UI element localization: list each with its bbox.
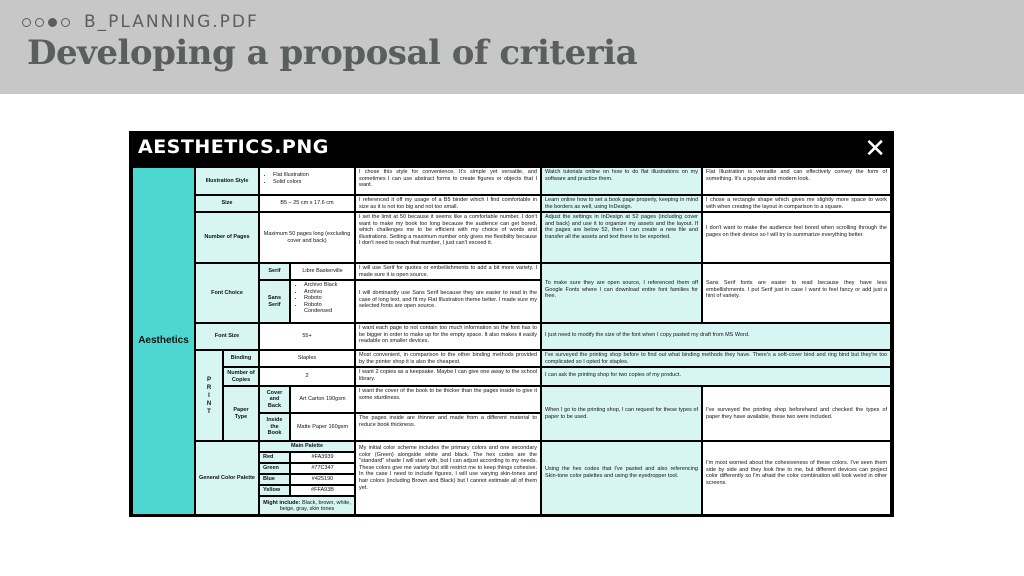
value-cover: Art Carton 190gsm	[291, 387, 354, 412]
label-binding: Binding	[224, 351, 258, 366]
why-palette: My initial color scheme includes the primary colors and one secondary color (Green) alongside white and black. The hex codes are the "standard" shade I will start with, but I can adjust according to my needs. These colors give me variety but still restrict me to keep things cohesive. In the case I need to include figures, I will use varying skin-tones and hair colors (including Brown and Black) but I cannot estimate all of them yet.	[356, 442, 540, 514]
color-name-blue: Blue	[260, 475, 289, 484]
how-font-choice: To make sure they are open source, I referenced them off Google Fonts where I can download entire font families for free.	[542, 264, 701, 322]
note-size: I chose a rectangle shape which gives me slightly more space to work with when creating the layout in comparison to a square.	[703, 196, 890, 211]
category-cell: Aesthetics	[133, 168, 194, 514]
why-sans-serif: I will dominantly use Sans Serif because they are easier to read in the case of long text, and fit my Flat Illustration theme better. I made sure my selected fonts are open source.	[356, 281, 540, 322]
how-illustration-style: Watch tutorials online on how to do flat illustrations on my software and practice them.	[542, 168, 701, 194]
might-include-label: Might include:	[263, 499, 301, 506]
color-name-red: Red	[260, 453, 289, 462]
file-name: B_PLANNING.PDF	[84, 12, 259, 32]
why-binding: Most convenient, in comparison to the other binding methods provided by the printer shop it is also the cheapest.	[356, 351, 540, 366]
list-item: • Archivo	[304, 289, 351, 296]
note-paper: I've surveyed the printing shop beforehand and checked the types of paper they have available, these two were included.	[703, 387, 890, 440]
close-icon[interactable]: ✕	[864, 134, 886, 164]
page-title: Developing a proposal of criteria	[27, 33, 638, 73]
label-sans-serif: Sans Serif	[260, 281, 289, 322]
how-paper: When I go to the printing shop, I can request for these types of paper to be used.	[542, 387, 701, 440]
why-copies: I want 2 copies as a keepsake. Maybe I can give one away to the school library.	[356, 368, 540, 385]
value-pages: Maximum 50 pages long (excluding cover and back)	[260, 213, 354, 262]
header-bar	[0, 0, 1024, 94]
why-illustration-style: I chose this style for convenience. It's simple yet versatile, and sometimes I can use abstract forms to create figures or objects that I want.	[356, 168, 540, 194]
how-font-size: I just need to modify the size of the font when I copy pasted my draft from MS Word.	[542, 324, 890, 349]
window-title: AESTHETICS.PNG	[138, 136, 329, 158]
how-palette: Using the hex codes that I've pasted and also referencing Skin-tone color palettes and using the eyedropper tool.	[542, 442, 701, 514]
how-pages: Adjust the settings in InDesign at 52 pages (including cover and back) and use it to organize my assets and the layout. If the pages are below 52, then I can create a new file and transfer all the assets and text there to be exported.	[542, 213, 701, 262]
sans-font-list	[294, 282, 351, 315]
page-dot-icon[interactable]	[61, 18, 70, 27]
value-font-size: 55+	[260, 324, 354, 349]
list-item: • Roboto Condensed	[304, 302, 351, 315]
color-hex-yellow: #FFA93B	[291, 486, 354, 495]
label-paper-type: Paper Type	[224, 387, 258, 440]
label-copies: Number of Copies	[224, 368, 258, 385]
color-hex-red: #FA3939	[291, 453, 354, 462]
label-font-choice: Font Choice	[196, 264, 258, 322]
might-include-value: Black, brown, white, beige, gray, skin tones	[279, 499, 351, 512]
color-hex-blue: #425190	[291, 475, 354, 484]
why-pages: I set the limit at 50 because it seems like a comfortable number. I don't want to make my book too long because the audience can get bored, which challenges me to be efficient with my choice of words and illustrations. Setting a maximum number only gives me flexibility because I don't need to reach that number, I just can't exceed it.	[356, 213, 540, 262]
why-cover: I want the cover of the book to be thicker than the pages inside to give it some sturdiness.	[356, 387, 540, 412]
palette-header: Main Palette	[260, 442, 354, 451]
list-item: • Roboto	[304, 295, 351, 302]
label-illustration-style: Illustration Style	[196, 168, 258, 194]
note-font-choice: Sans Serif fonts are easier to read because they have less embellishments. I put Serif just in case I want to feel fancy or add just a hint of variety.	[703, 264, 890, 322]
value-copies: 2	[260, 368, 354, 385]
why-size: I referenced it off my usage of a B5 binder which I find comfortable in size as it is not too big and not too small.	[356, 196, 540, 211]
list-item: • Flat Illustration	[273, 172, 351, 179]
page-indicator	[22, 12, 259, 32]
label-palette: General Color Palette	[196, 442, 258, 514]
color-name-yellow: Yellow	[260, 486, 289, 495]
label-inside: Inside the Book	[260, 414, 289, 440]
label-pages: Number of Pages	[196, 213, 258, 262]
note-illustration-style: Flat Illustration is versatile and can effectively convey the form of something. It's a popular and modern look.	[703, 168, 890, 194]
might-include-text	[263, 500, 351, 512]
how-copies: I can ask the printing shop for two copies of my product.	[542, 368, 890, 385]
value-binding: Staples	[260, 351, 354, 366]
note-palette: I'm most worried about the cohesiveness of these colors. I've seen them side by side and they look fine to me, but different devices can project color differently so I'm afraid the color combination will look weird in other screens.	[703, 442, 890, 514]
list-item: • Solid colors	[273, 179, 351, 186]
how-size: Learn online how to set a book page properly, keeping in mind the borders as well, using InDesign.	[542, 196, 701, 211]
might-include	[260, 497, 354, 514]
value-illustration-style	[260, 168, 354, 194]
value-inside: Matte Paper 160gsm	[291, 414, 354, 440]
label-font-size: Font Size	[196, 324, 258, 349]
note-pages: I don't want to make the audience feel bored when scrolling through the pages on their device so I will try to summarize everything better.	[703, 213, 890, 262]
page-dot-icon[interactable]	[35, 18, 44, 27]
label-size: Size	[196, 196, 258, 211]
label-serif: Serif	[260, 264, 289, 279]
value-sans-serif	[291, 281, 354, 322]
value-serif: Libre Baskerville	[291, 264, 354, 279]
value-size: B5 – 25 cm x 17.6 cm	[260, 196, 354, 211]
list-item: • Archivo Black	[304, 282, 351, 289]
why-inside: The pages inside are thinner and made from a different material to reduce book thickness.	[356, 414, 540, 440]
print-group-label: P R I N T	[196, 351, 222, 440]
label-cover: Cover and Back	[260, 387, 289, 412]
why-font-size: I want each page to not contain too much information so the font has to be bigger in order to make up for the empty space. It also makes it easily readable on smaller devices.	[356, 324, 540, 349]
image-window	[129, 131, 894, 517]
how-binding: I've surveyed the printing shop before to find out what binding methods they have. There's a soft-cover bind and ring bind but they're too complicated so I opted for staples.	[542, 351, 890, 366]
color-name-green: Green	[260, 464, 289, 473]
page-dot-icon[interactable]	[22, 18, 31, 27]
illustration-style-list	[263, 172, 351, 185]
color-hex-green: #77C347	[291, 464, 354, 473]
page-dot-active-icon[interactable]	[48, 18, 57, 27]
why-serif: I will use Serif for quotes or embellishments to add a bit more variety. I made sure it is open source.	[356, 264, 540, 279]
